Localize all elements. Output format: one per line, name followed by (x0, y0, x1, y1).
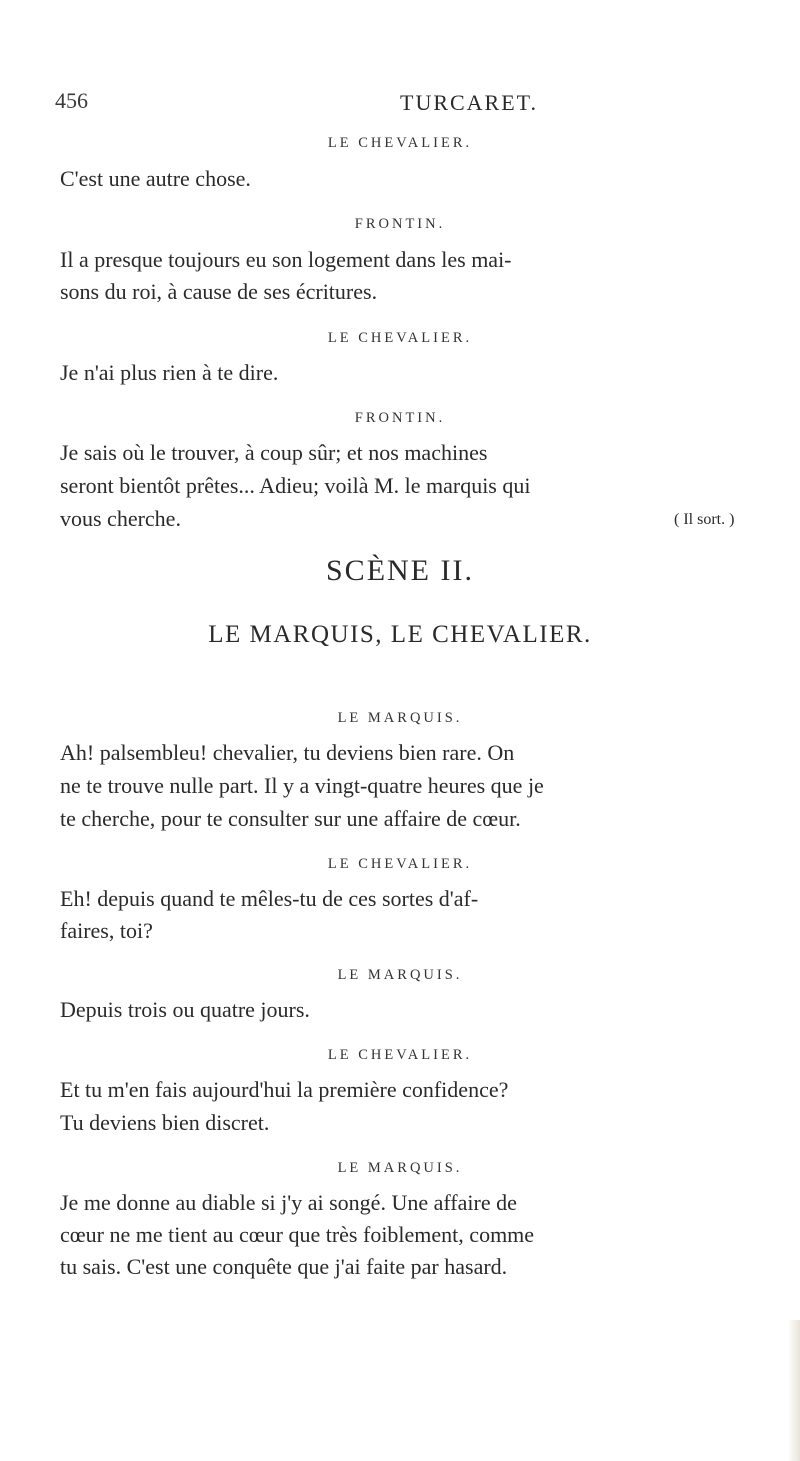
speaker-name: LE CHEVALIER. (327, 135, 473, 151)
dialogue-line: seront bientôt prêtes... Adieu; voilà M. le marquis qui (60, 473, 531, 498)
dialogue-line: faires, toi? (60, 918, 153, 943)
speaker-name: FRONTIN. (354, 410, 446, 426)
speaker-name: LE MARQUIS. (337, 1160, 463, 1176)
dialogue-line: te cherche, pour te consulter sur une affaire de cœur. (60, 806, 521, 831)
dialogue-line: Eh! depuis quand te mêles-tu de ces sortes d'af- (60, 886, 479, 911)
page-edge-shading (788, 1320, 800, 1461)
dialogue-line: Je n'ai plus rien à te dire. (60, 360, 279, 385)
dialogue-line: ne te trouve nulle part. Il y a vingt-quatre heures que je (60, 773, 544, 798)
speaker-name: LE CHEVALIER. (327, 856, 473, 872)
scene-title: SCÈNE II. (326, 554, 474, 587)
dialogue-line: C'est une autre chose. (60, 166, 251, 191)
dialogue-line: Je me donne au diable si j'y ai songé. Une affaire de (60, 1190, 517, 1215)
dialogue-line: tu sais. C'est une conquête que j'ai faite par hasard. (60, 1254, 508, 1279)
stage-direction: ( Il sort. ) (674, 511, 735, 528)
dialogue-line: sons du roi, à cause de ses écritures. (60, 279, 378, 304)
speaker-name: LE CHEVALIER. (327, 1047, 473, 1063)
dialogue-line: Et tu m'en fais aujourd'hui la première confidence? (60, 1077, 509, 1102)
running-title: TURCARET. (400, 90, 538, 115)
dialogue-line: Tu deviens bien discret. (60, 1110, 270, 1135)
speaker-name: FRONTIN. (354, 216, 446, 232)
page-header (55, 88, 755, 128)
dialogue-line: Ah! palsembleu! chevalier, tu deviens bien rare. On (60, 740, 515, 765)
page-number: 456 (55, 88, 88, 113)
speaker-name: LE MARQUIS. (337, 710, 463, 726)
speaker-name: LE CHEVALIER. (327, 330, 473, 346)
scene-characters: LE MARQUIS, LE CHEVALIER. (208, 621, 592, 648)
dialogue-line: Il a presque toujours eu son logement dans les mai- (60, 247, 512, 272)
dialogue-line: Je sais où le trouver, à coup sûr; et nos machines (60, 440, 488, 465)
dialogue-line: cœur ne me tient au cœur que très foiblement, comme (60, 1222, 535, 1247)
dialogue-line: vous cherche. (60, 506, 181, 531)
speaker-name: LE MARQUIS. (337, 967, 463, 983)
dialogue-line: Depuis trois ou quatre jours. (60, 997, 310, 1022)
